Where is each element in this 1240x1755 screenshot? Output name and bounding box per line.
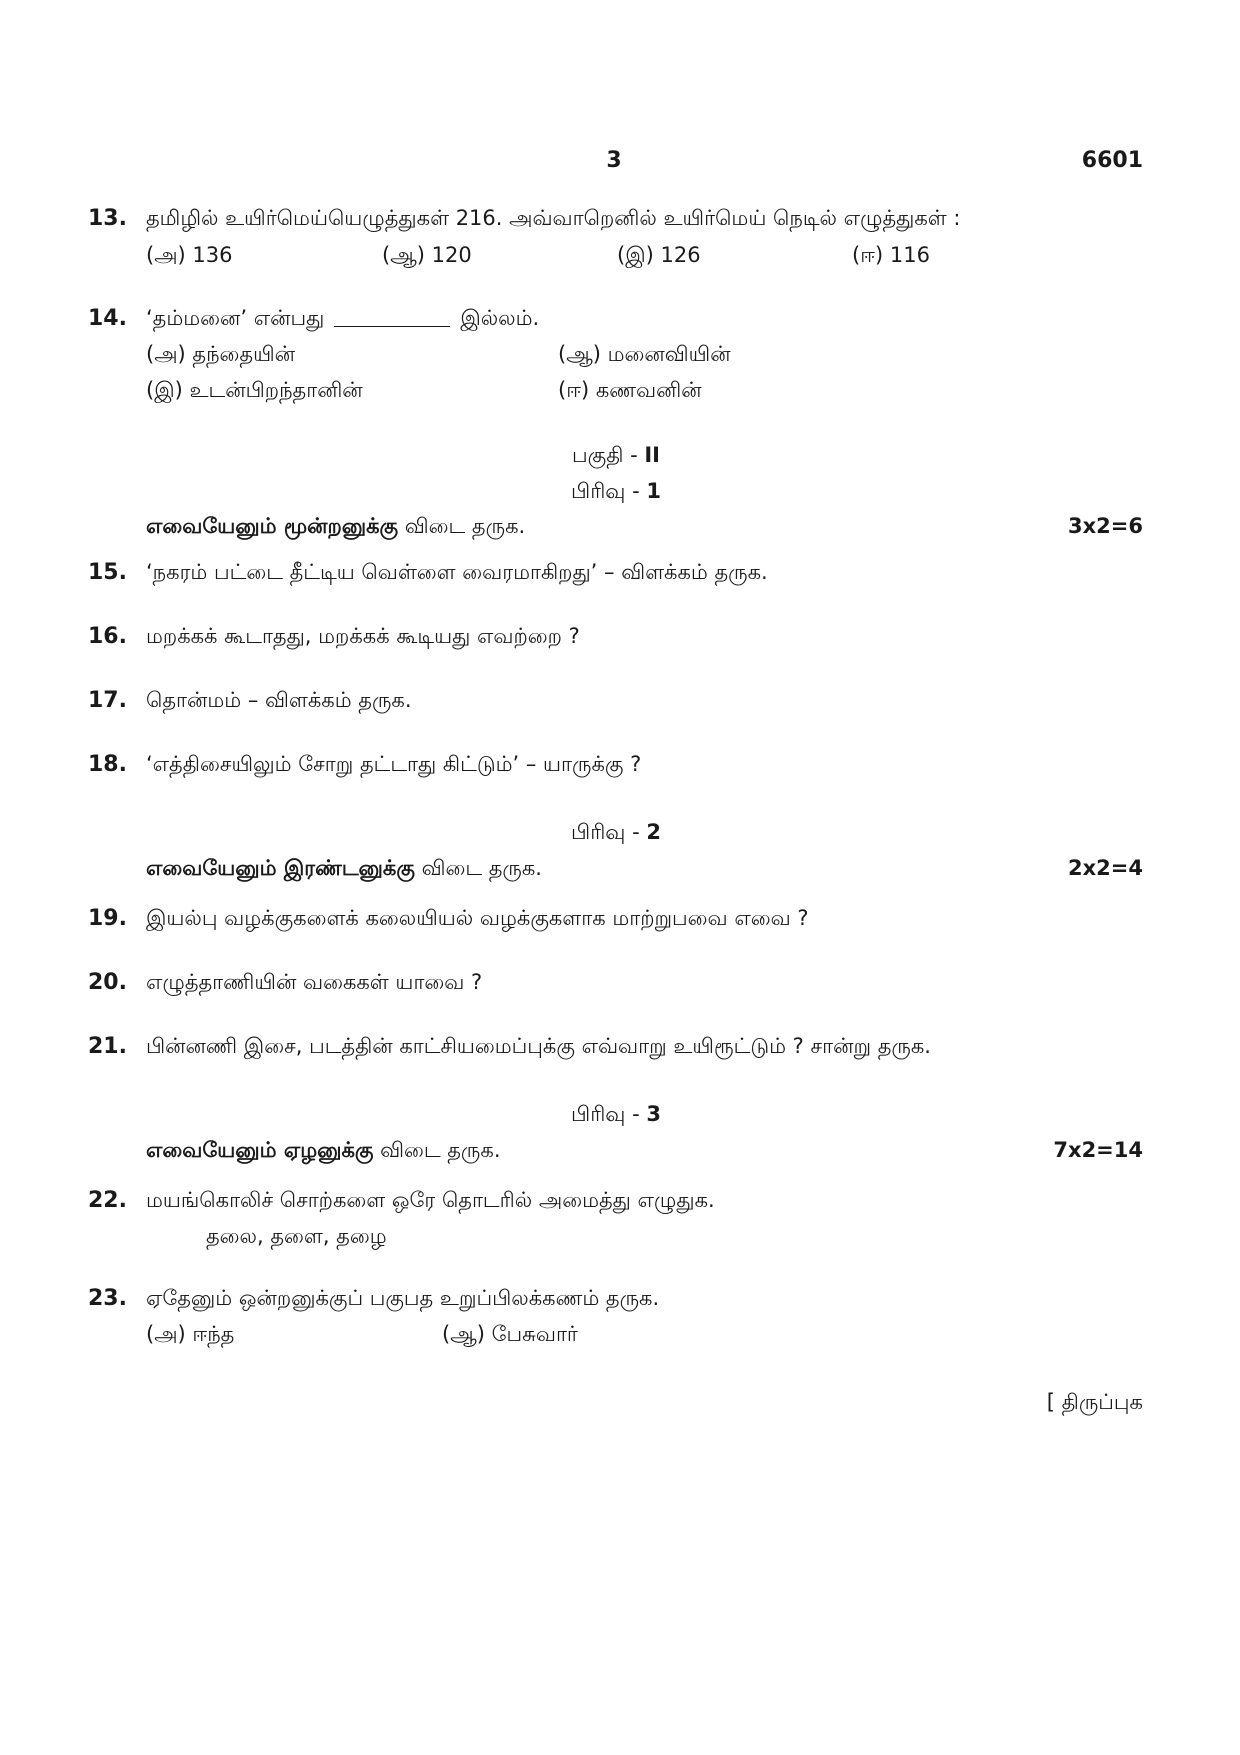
option-b: (ஆ) மனைவியின் — [558, 342, 731, 366]
question-text-after: இல்லம். — [460, 306, 540, 330]
question-20-number: 20. — [88, 970, 127, 995]
instruction-bold: எவையேனும் ஏழனுக்கு — [146, 1138, 374, 1162]
option-a: (அ) ஈந்த — [146, 1322, 235, 1346]
question-21-text: பின்னணி இசை, படத்தின் காட்சியமைப்புக்கு எவ்வாறு உயிரூட்டும் ? சான்று தருக. — [146, 1034, 931, 1058]
section-title-label: பிரிவு - — [571, 479, 647, 503]
section-3-marks: 7x2=14 — [1053, 1138, 1143, 1162]
part-heading-roman: II — [644, 443, 660, 467]
question-17-text: தொன்மம் – விளக்கம் தருக. — [146, 688, 412, 712]
question-number: 13. — [88, 206, 127, 231]
instruction-rest: விடை தருக. — [373, 1138, 501, 1162]
question-19-text: இயல்பு வழக்குகளைக் கலையியல் வழக்குகளாக மாற்றுபவை எவை ? — [146, 906, 809, 930]
fill-in-blank — [334, 325, 450, 327]
question-16-number: 16. — [88, 624, 127, 649]
part-heading-label: பகுதி - — [572, 443, 645, 467]
question-number: 14. — [88, 306, 127, 331]
question-23-text: ஏதேனும் ஒன்றனுக்குப் பகுபத உறுப்பிலக்கணம் தருக. — [146, 1286, 660, 1310]
option-c: (இ) உடன்பிறந்தானின் — [146, 378, 363, 402]
question-22-words: தலை, தளை, தழை — [206, 1224, 387, 1248]
question-text: தமிழில் உயிர்மெய்யெழுத்துகள் 216. அவ்வாறெனில் உயிர்மெய் நெடில் எழுத்துகள் : — [146, 206, 961, 230]
section-title-number: 2 — [646, 820, 661, 844]
section-1-title — [571, 479, 661, 506]
option-b: (ஆ) 120 — [382, 243, 472, 267]
option-d: (ஈ) கணவனின் — [558, 378, 702, 402]
section-2-instruction — [146, 856, 542, 883]
question-20-text: எழுத்தாணியின் வகைகள் யாவை ? — [146, 970, 483, 994]
question-18-number: 18. — [88, 752, 127, 777]
section-3-instruction — [146, 1138, 501, 1165]
question-text — [146, 306, 539, 333]
section-3-title — [571, 1102, 661, 1129]
question-15-text: ‘நகரம் பட்டை தீட்டிய வெள்ளை வைரமாகிறது’ – விளக்கம் தருக. — [146, 560, 768, 584]
section-2-title — [571, 820, 661, 847]
question-17-number: 17. — [88, 688, 127, 713]
question-23-number: 23. — [88, 1286, 127, 1311]
option-d: (ஈ) 116 — [852, 243, 930, 267]
section-title-number: 1 — [646, 479, 661, 503]
question-22-text: மயங்கொலிச் சொற்களை ஒரே தொடரில் அமைத்து எழுதுக. — [146, 1188, 715, 1212]
page-number: 3 — [606, 148, 622, 173]
section-title-label: பிரிவு - — [571, 1102, 647, 1126]
option-b: (ஆ) பேசுவார் — [442, 1322, 578, 1346]
section-1-instruction — [146, 514, 525, 541]
section-2-marks: 2x2=4 — [1068, 856, 1143, 880]
option-c: (இ) 126 — [617, 243, 701, 267]
question-15-number: 15. — [88, 560, 127, 585]
turn-over-note: [ திருப்புக — [1046, 1390, 1143, 1414]
section-1-marks: 3x2=6 — [1068, 514, 1143, 538]
section-title-label: பிரிவு - — [571, 820, 647, 844]
part-heading — [572, 443, 660, 470]
instruction-bold: எவையேனும் இரண்டனுக்கு — [146, 856, 415, 880]
question-16-text: மறக்கக் கூடாதது, மறக்கக் கூடியது எவற்றை ? — [146, 624, 580, 648]
question-text-before: ‘தம்மனை’ என்பது — [146, 306, 325, 330]
question-21-number: 21. — [88, 1034, 127, 1059]
option-a: (அ) 136 — [146, 243, 233, 267]
option-a: (அ) தந்தையின் — [146, 342, 296, 366]
instruction-rest: விடை தருக. — [398, 514, 526, 538]
question-19-number: 19. — [88, 906, 127, 931]
question-18-text: ‘எத்திசையிலும் சோறு தட்டாது கிட்டும்’ – யாருக்கு ? — [146, 752, 642, 776]
question-22-number: 22. — [88, 1188, 127, 1213]
paper-code: 6601 — [1081, 148, 1143, 173]
instruction-bold: எவையேனும் மூன்றனுக்கு — [146, 514, 399, 538]
section-title-number: 3 — [646, 1102, 661, 1126]
instruction-rest: விடை தருக. — [414, 856, 542, 880]
